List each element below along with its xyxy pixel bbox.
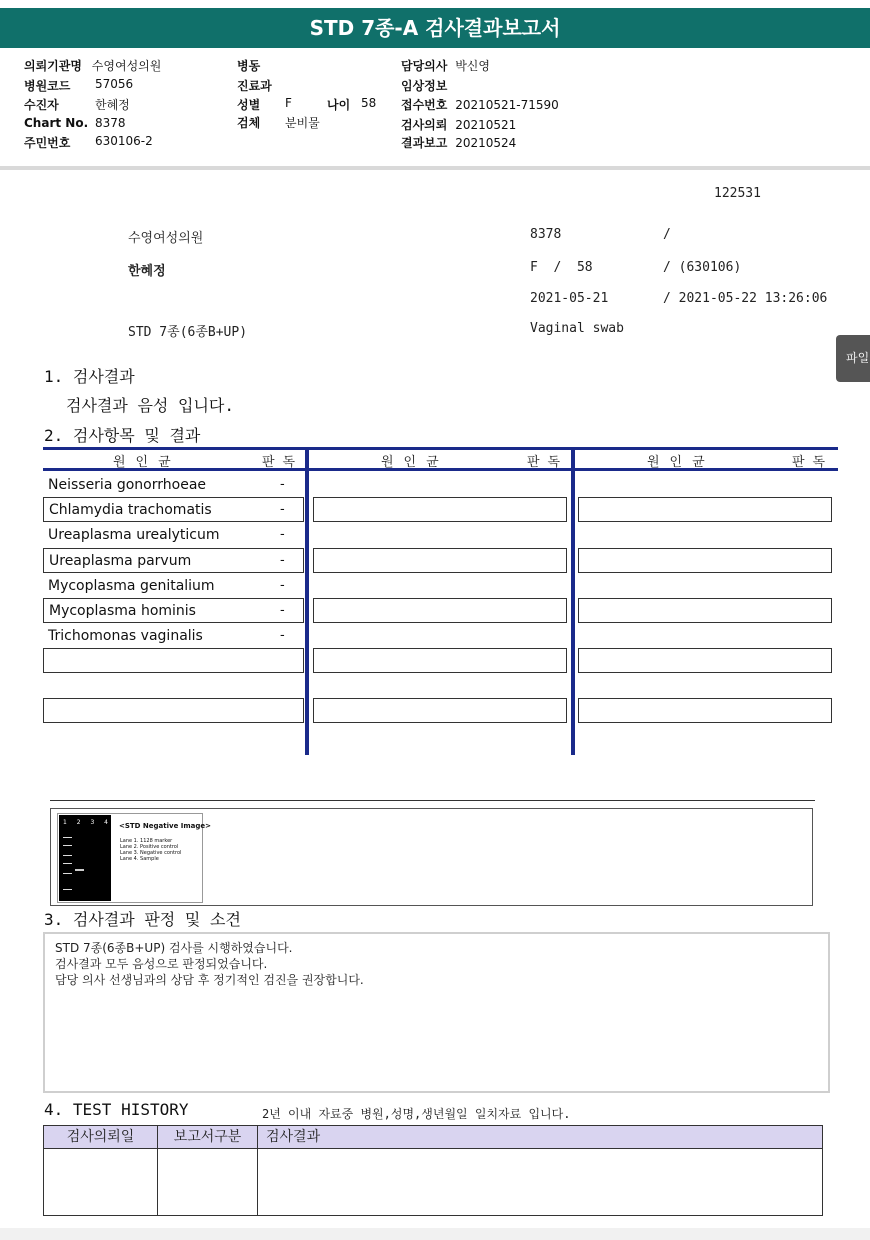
request-value: 20210521 <box>455 118 517 132</box>
organism-name: Ureaplasma parvum <box>49 553 192 569</box>
gel-legend-line: Lane 3. Negative control <box>120 850 182 856</box>
positive-band <box>75 869 84 871</box>
patient-name: 한혜정 <box>128 264 166 279</box>
table-top-border <box>43 447 838 450</box>
age-label: 나이 <box>327 98 351 112</box>
report-label: 결과보고 <box>401 136 448 150</box>
table-col-divider-2 <box>571 447 575 755</box>
gel-lane-numbers: 1 2 3 4 <box>63 819 112 826</box>
report-value: 20210524 <box>455 136 517 150</box>
marker-band <box>63 855 72 856</box>
gel-legend-line: Lane 1. 1128 marker <box>120 838 173 844</box>
dept-label: 진료과 <box>237 79 272 93</box>
history-note: 2년 이내 자료중 병원,성명,생년월일 일치자료 입니다. <box>262 1107 571 1121</box>
test-name: STD 7종(6종B+UP) <box>128 325 248 340</box>
organism-result: - <box>280 578 285 593</box>
organism-name: Trichomonas vaginalis <box>48 628 203 644</box>
organism-result: - <box>280 603 285 618</box>
chart-label: Chart No. <box>24 116 89 130</box>
specimen-row <box>237 114 320 131</box>
birth: / (630106) <box>663 260 742 275</box>
sex-age: F / 58 <box>530 260 593 275</box>
col-organism-1: 원인균 <box>113 455 181 470</box>
specimen-label: 검체 <box>237 116 261 130</box>
col-judgement-2: 판독 <box>527 455 569 470</box>
gel-legend-line: Lane 4. Sample <box>120 856 159 862</box>
organism-name: Ureaplasma urealyticum <box>48 527 220 543</box>
row-box <box>578 698 832 723</box>
id-number: 122531 <box>714 186 761 201</box>
hospital-code-value: 57056 <box>95 77 134 91</box>
organism-name: Mycoplasma hominis <box>49 603 196 619</box>
organism-name: Mycoplasma genitalium <box>48 578 215 594</box>
info-slash: / <box>663 227 671 242</box>
sex-row <box>237 96 377 113</box>
gel-divider <box>50 800 815 801</box>
marker-band <box>63 845 72 846</box>
row-box <box>578 598 832 623</box>
organism-result: - <box>280 527 285 542</box>
table-col-divider-1 <box>305 447 309 755</box>
organism-result: - <box>280 553 285 568</box>
history-col-divider <box>157 1148 158 1216</box>
specimen-type: Vaginal swab <box>530 321 624 336</box>
specimen-value: 분비물 <box>285 116 320 130</box>
ward-label: 병동 <box>237 59 261 73</box>
col-report-type: 보고서구분 <box>157 1125 258 1149</box>
section3-heading: 3. 검사결과 판정 및 소견 <box>44 910 241 929</box>
row-box <box>578 648 832 673</box>
row-box <box>578 548 832 573</box>
request-row <box>401 116 516 133</box>
report-title: STD 7종-A 검사결과보고서 <box>0 8 870 48</box>
opinion-box <box>43 932 830 1093</box>
doctor-label: 담당의사 <box>401 59 448 73</box>
accession-label: 접수번호 <box>401 98 448 112</box>
resident-value: 630106-2 <box>95 134 153 148</box>
sex-value: F <box>285 96 292 110</box>
footer-bar <box>0 1228 870 1240</box>
report-row <box>401 134 516 151</box>
organism-name: Neisseria gonorrhoeae <box>48 477 207 493</box>
col-result: 검사결과 <box>257 1125 823 1149</box>
age-value: 58 <box>361 96 377 110</box>
row-box <box>43 648 304 673</box>
section1-summary: 검사결과 음성 입니다. <box>66 396 235 415</box>
doctor-value: 박신영 <box>455 59 490 73</box>
opinion-line: 담당 의사 선생님과의 상담 후 정기적인 검진을 권장합니다. <box>55 973 364 987</box>
marker-band <box>63 889 72 890</box>
row-box <box>43 698 304 723</box>
section4-heading: 4. TEST HISTORY <box>44 1100 189 1119</box>
row-box <box>578 497 832 522</box>
clinic-name: 수영여성의원 <box>128 231 204 246</box>
institution-row <box>24 57 161 74</box>
doctor-row <box>401 57 490 74</box>
gel-lanes-image <box>59 815 111 901</box>
report-datetime: / 2021-05-22 13:26:06 <box>663 291 828 306</box>
chart-value: 8378 <box>95 116 126 130</box>
chart-number: 8378 <box>530 227 562 242</box>
opinion-line: 검사결과 모두 음성으로 판정되었습니다. <box>55 957 268 971</box>
col-organism-2: 원인균 <box>381 455 449 470</box>
organism-name: Chlamydia trachomatis <box>49 502 212 518</box>
file-side-tab[interactable]: 파일 <box>836 335 870 382</box>
row-box <box>313 648 567 673</box>
row-box <box>313 598 567 623</box>
accession-value: 20210521-71590 <box>455 98 559 112</box>
organism-result: - <box>280 628 285 643</box>
sex-label: 성별 <box>237 98 261 112</box>
opinion-text <box>45 934 828 988</box>
gel-legend-line: Lane 2. Positive control <box>120 844 179 850</box>
clinical-label: 임상정보 <box>401 79 448 93</box>
patient-value: 한혜정 <box>95 98 130 112</box>
gel-image <box>57 813 212 903</box>
row-box <box>313 497 567 522</box>
history-body <box>43 1148 823 1216</box>
hospital-code-label: 병원코드 <box>24 79 71 93</box>
request-date: 2021-05-21 <box>530 291 609 306</box>
patient-label: 수진자 <box>24 98 59 112</box>
resident-label: 주민번호 <box>24 136 71 150</box>
header-divider <box>0 166 870 170</box>
chart-row <box>24 116 126 130</box>
hospital-code-row <box>24 77 134 94</box>
marker-band <box>63 863 72 864</box>
row-box <box>313 698 567 723</box>
gel-legend <box>120 838 181 862</box>
ward-row <box>237 57 260 74</box>
organism-result: - <box>280 477 285 492</box>
institution-label: 의뢰기관명 <box>24 59 82 73</box>
section2-heading: 2. 검사항목 및 결과 <box>44 426 201 445</box>
row-box <box>313 548 567 573</box>
request-label: 검사의뢰 <box>401 118 448 132</box>
col-judgement-1: 판독 <box>262 455 304 470</box>
opinion-line: STD 7종(6종B+UP) 검사를 시행하였습니다. <box>55 941 293 955</box>
col-organism-3: 원인균 <box>647 455 715 470</box>
accession-row <box>401 96 559 113</box>
clinical-row <box>401 77 447 94</box>
gel-title: <STD Negative Image> <box>119 822 212 830</box>
marker-band <box>63 873 72 874</box>
institution-value: 수영여성의원 <box>91 59 162 73</box>
section1-heading: 1. 검사결과 <box>44 367 135 386</box>
resident-row <box>24 134 153 151</box>
col-request-date: 검사의뢰일 <box>43 1125 158 1149</box>
col-judgement-3: 판독 <box>792 455 834 470</box>
marker-band <box>63 837 72 838</box>
organism-result: - <box>280 502 285 517</box>
patient-row <box>24 96 130 113</box>
dept-row <box>237 77 272 94</box>
history-col-divider <box>257 1148 258 1216</box>
